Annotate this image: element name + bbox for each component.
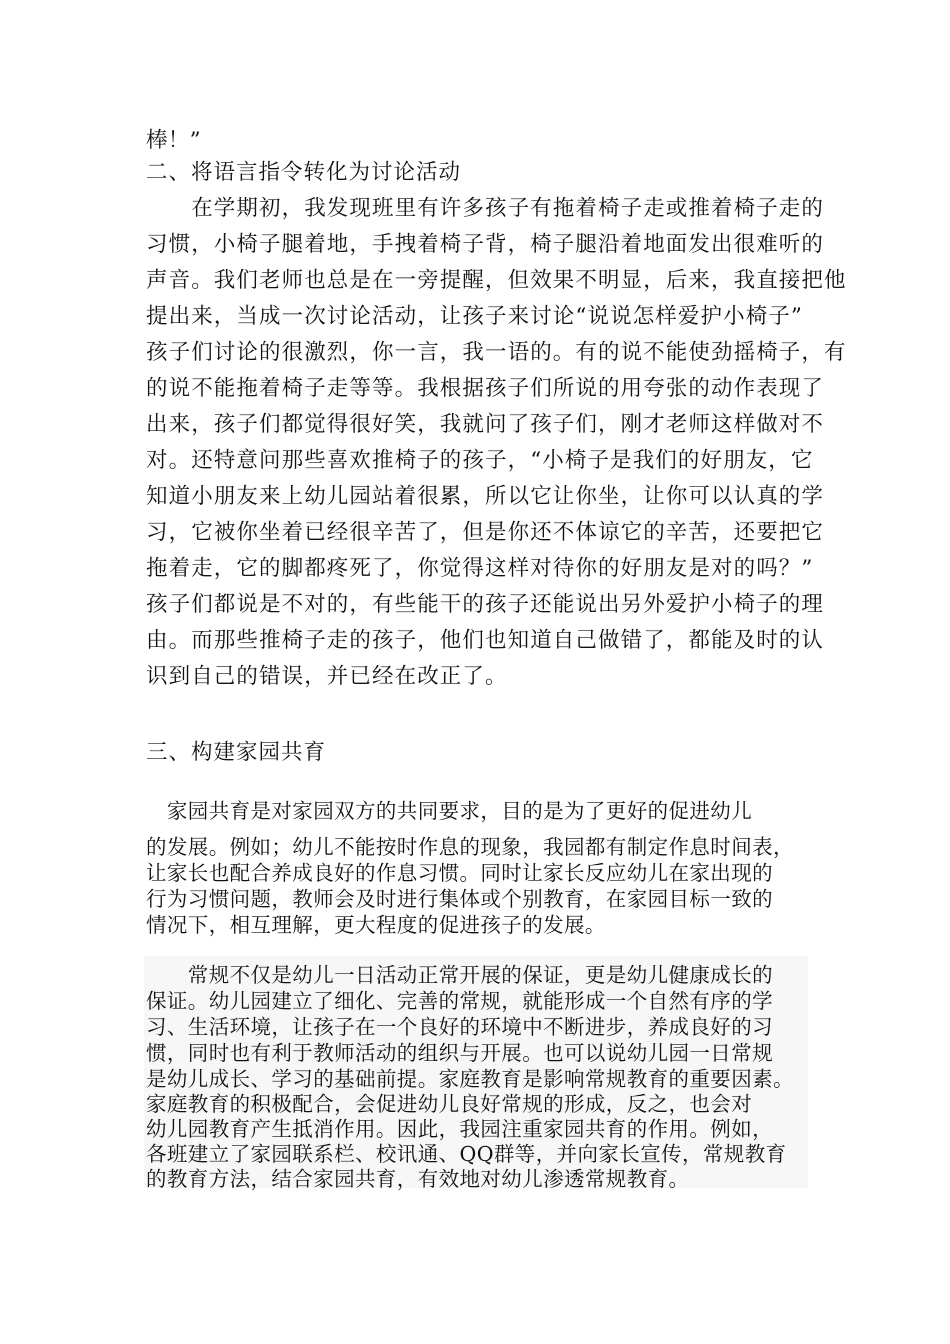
paragraph-line: 孩子们讨论的很激烈，你一言，我一语的。有的说不能使劲摇椅子，有 — [146, 340, 847, 365]
paragraph-line: 的发展。例如；幼儿不能按时作息的现象，我园都有制定作息时间表， — [146, 835, 794, 859]
paragraph-line: 的教育方法，结合家园共育，有效地对幼儿渗透常规教育。 — [146, 1167, 690, 1191]
paragraph-line: 拖着走，它的脚都疼死了，你觉得这样对待你的好朋友是对的吗？” — [146, 556, 814, 581]
paragraph-line: 识到自己的错误，并已经在改正了。 — [146, 664, 508, 689]
paragraph-line: 行为习惯问题，教师会及时进行集体或个别教育，在家园目标一致的 — [146, 887, 773, 911]
paragraph-line: 出来，孩子们都觉得很好笑，我就问了孩子们，刚才老师这样做对不 — [146, 412, 825, 437]
paragraph-line: 家庭教育的积极配合，会促进幼儿良好常规的形成，反之，也会对 — [146, 1092, 753, 1116]
paragraph-line: 常规不仅是幼儿一日活动正常开展的保证，更是幼儿健康成长的 — [146, 963, 773, 987]
paragraph-line: 习，它被你坐着已经很辛苦了，但是你还不体谅它的辛苦，还要把它 — [146, 520, 825, 545]
paragraph-line: 幼儿园教育产生抵消作用。因此，我园注重家园共育的作用。例如， — [146, 1117, 773, 1141]
paragraph-line: 各班建立了家园联系栏、校讯通、QQ群等，并向家长宣传，常规教育 — [146, 1142, 787, 1166]
paragraph-line: 家园共育是对家园双方的共同要求，目的是为了更好的促进幼儿 — [146, 799, 753, 823]
section-2-heading: 二、将语言指令转化为讨论活动 — [146, 160, 462, 185]
paragraph-line: 对。还特意问那些喜欢推椅子的孩子，“小椅子是我们的好朋友，它 — [146, 448, 814, 473]
paragraph-line: 在学期初，我发现班里有许多孩子有拖着椅子走或推着椅子走的 — [146, 196, 825, 221]
paragraph-line: 情况下，相互理解，更大程度的促进孩子的发展。 — [146, 913, 606, 937]
paragraph-line: 提出来，当成一次讨论活动，让孩子来讨论“说说怎样爱护小椅子” — [146, 304, 803, 329]
paragraph-line: 由。而那些推椅子走的孩子，他们也知道自己做错了，都能及时的认 — [146, 628, 825, 653]
paragraph-line: 的说不能拖着椅子走等等。我根据孩子们所说的用夸张的动作表现了 — [146, 376, 825, 401]
paragraph-line: 惯，同时也有利于教师活动的组织与开展。也可以说幼儿园一日常规 — [146, 1041, 773, 1065]
paragraph-line: 声音。我们老师也总是在一旁提醒，但效果不明显，后来，我直接把他 — [146, 268, 847, 293]
paragraph-line: 保证。幼儿园建立了细化、完善的常规，就能形成一个自然有序的学 — [146, 989, 773, 1013]
paragraph-line: 让家长也配合养成良好的作息习惯。同时让家长反应幼儿在家出现的 — [146, 861, 773, 885]
continuation-text: 棒！” — [146, 128, 201, 153]
paragraph-line: 习惯，小椅子腿着地，手拽着椅子背，椅子腿沿着地面发出很难听的 — [146, 232, 825, 257]
paragraph-line: 孩子们都说是不对的，有些能干的孩子还能说出另外爱护小椅子的理 — [146, 592, 825, 617]
paragraph-line: 是幼儿成长、学习的基础前提。家庭教育是影响常规教育的重要因素。 — [146, 1067, 794, 1091]
paragraph-line: 知道小朋友来上幼儿园站着很累，所以它让你坐，让你可以认真的学 — [146, 484, 825, 509]
paragraph-line: 习、生活环境，让孩子在一个良好的环境中不断进步，养成良好的习 — [146, 1015, 773, 1039]
section-3-heading: 三、构建家园共育 — [146, 740, 327, 765]
